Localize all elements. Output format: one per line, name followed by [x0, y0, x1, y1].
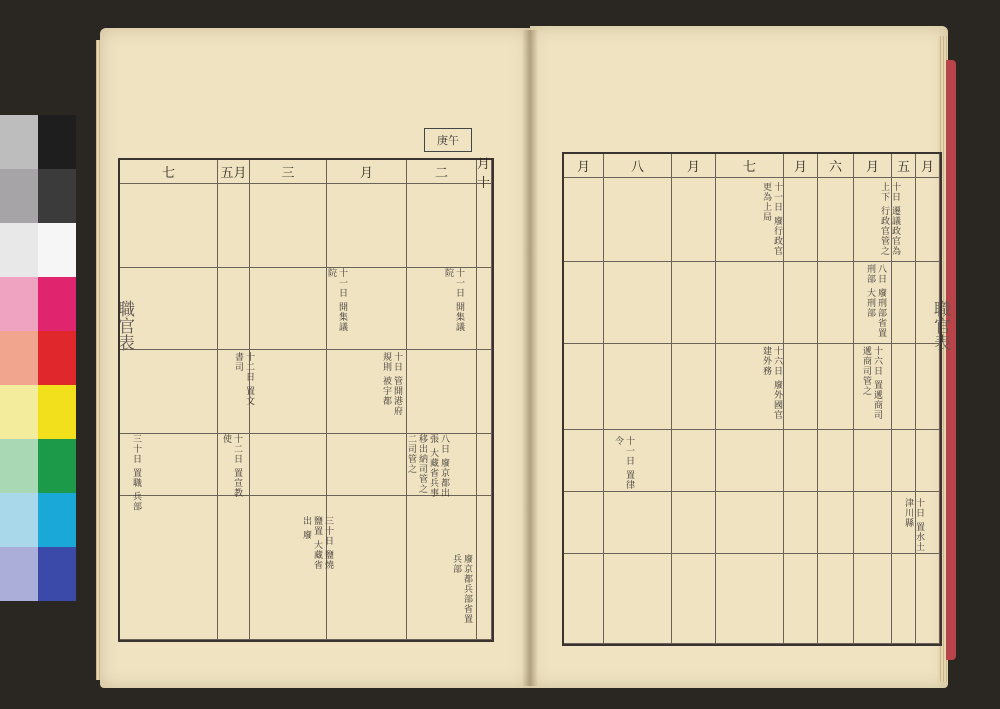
left-header-6: 月十 [477, 156, 491, 191]
section-tab: 庚午 [424, 128, 472, 152]
right-entry-5: 十六日 置遞商司 遞商司管之 [861, 346, 882, 420]
left-ledger-table [118, 158, 494, 642]
right-side-title: 職官表 [930, 300, 950, 351]
red-edge [946, 60, 956, 660]
left-entry-2: 十一日 開集議院 [326, 268, 347, 332]
right-header-2: 八 [604, 154, 672, 178]
left-header-3: 三 [250, 160, 327, 184]
right-header-3: 月 [672, 154, 716, 178]
color-calibration-chart [0, 115, 76, 605]
right-header-7: 月 [854, 154, 892, 178]
left-header-5: 二 [407, 160, 477, 184]
right-header-8: 五 [892, 154, 916, 178]
left-entry-3: 十二日 置文書司 [233, 352, 254, 406]
right-entry-1: 十一日 廢行政官更為上局 [761, 182, 782, 256]
right-ledger-table [562, 152, 942, 646]
right-entry-2: 十日 遷議政官為上下 行政官管之 [879, 182, 900, 256]
left-entry-6: 三十日 鹽燒鹽置 大藏省出 廢 [301, 516, 333, 570]
right-header-1: 月 [564, 154, 604, 178]
right-header-4: 七 [716, 154, 784, 178]
right-header-9: 月 [916, 154, 940, 178]
right-header-6: 六 [818, 154, 854, 178]
right-header-5: 月 [784, 154, 818, 178]
left-entry-8: 廢京都兵部省置 兵部 [451, 554, 472, 624]
left-entry-5: 八日 廢京都出張 大藏省兵事 移出納司管之 二司管之 [406, 434, 449, 498]
left-entry-9: 三十日 置職 兵部 [131, 434, 141, 512]
left-entry-1: 十一日 開集議院 [443, 268, 464, 332]
left-header-4: 月 [327, 160, 407, 184]
left-entry-4: 十日 管開港府規則 被宇都 [381, 352, 402, 416]
left-header-1: 七 [120, 160, 218, 184]
right-entry-6: 十一日 置律令 [613, 436, 634, 490]
right-entry-3: 八日 廢刑部省置刑部 大刑部 [865, 264, 886, 338]
left-header-2: 五月 [218, 160, 250, 184]
right-entry-7: 十日 置水土 津川縣 [903, 498, 924, 552]
right-entry-4: 十六日 廢外國官建外務 [761, 346, 782, 420]
left-entry-7: 十二日 置宣教使 [221, 434, 242, 498]
book-spine [522, 30, 538, 686]
left-side-title: 職官表 [114, 300, 134, 351]
